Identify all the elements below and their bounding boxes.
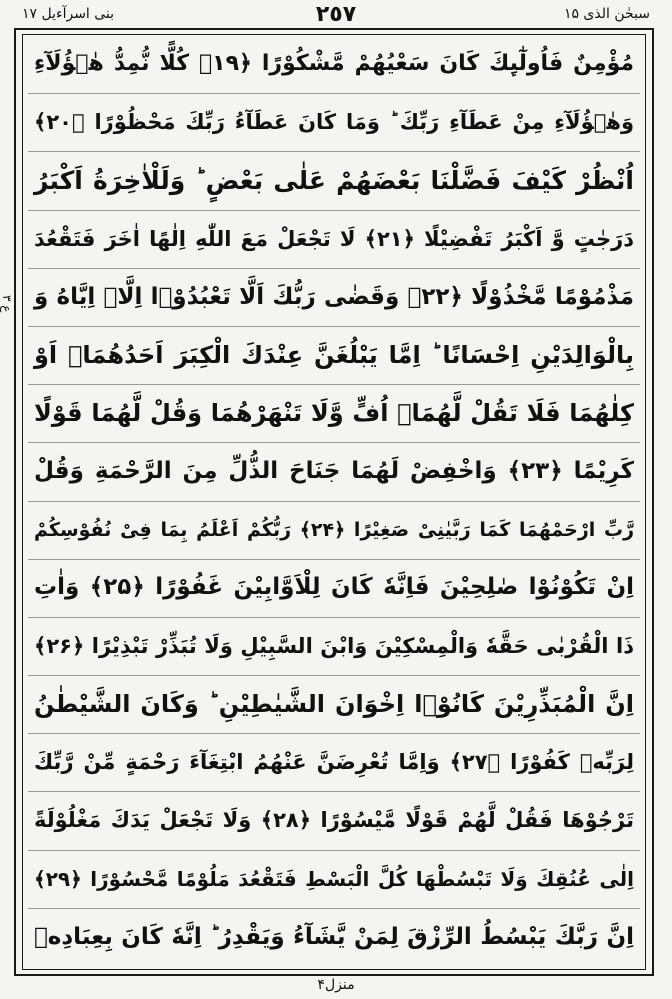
verse-line (28, 618, 640, 676)
line-text: ذَا الْقُرْبٰى حَقَّهٗ وَالْمِسْكِیْنَ وَابْنَ السَّبِیْلِ وَلَا تُبَذِّرْ تَبْذِیْرًا ﴿۲۶﴾ (34, 633, 634, 658)
line-text: دَرَجٰتٍ وَّ اَكْبَرُ تَفْضِیْلًا ﴿۲۱﴾ لَا تَجْعَلْ مَعَ اللّٰهِ اِلٰهًا اٰخَرَ فَتَقْعُدَ (34, 226, 635, 251)
line-text: تَرْجُوْهَا فَقُلْ لَّهُمْ قَوْلًا مَّیْسُوْرًا ﴿۲۸﴾ وَلَا تَجْعَلْ یَدَكَ مَغْلُوْلَةً (34, 808, 634, 833)
page-number: ٢٥٧ (315, 2, 357, 27)
verse-line (28, 734, 640, 792)
verse-line (28, 676, 640, 734)
verse-line (28, 792, 640, 850)
line-text: اِلٰى عُنُقِكَ وَلَا تَبْسُطْهَا كُلَّ الْبَسْطِ فَتَقْعُدَ مَلُوْمًا مَّحْسُوْرًا ﴿۲۹﴾ (34, 867, 634, 892)
manzil-footer: منزل۴ (317, 977, 355, 993)
verse-line (28, 502, 640, 560)
verse-line (28, 36, 640, 94)
verse-line (28, 851, 640, 909)
verse-line (28, 152, 640, 210)
line-text: رَّبِّ ارْحَمْهُمَا كَمَا رَبَّیٰنِیْ صَغِیْرًا ﴿۲۴﴾ رَبُّكُمْ اَعْلَمُ بِمَا فِیْ نُفُوْسِكُمْ (34, 518, 635, 541)
line-text: اِنَّ الْمُبَذِّرِیْنَ كَانُوْۤا اِخْوَانَ الشَّیٰطِیْنِ ؕ وَكَانَ الشَّیْطٰنُ (34, 690, 634, 719)
verse-line (28, 269, 640, 327)
verse-line (28, 211, 640, 269)
line-text: لِرَبِّهٖ كَفُوْرًا ﴿۲۷﴾ وَاِمَّا تُعْرِضَنَّ عَنْهُمُ ابْتِغَآءَ رَحْمَةٍ مِّنْ رَّبِّكَ (34, 750, 634, 775)
line-text: وَهٰۤؤُلَآءِ مِنْ عَطَآءِ رَبِّكَ ؕ وَمَا كَانَ عَطَآءُ رَبِّكَ مَحْظُوْرًا ﴿۲۰﴾ (34, 110, 634, 135)
line-text: بِالْوَالِدَیْنِ اِحْسَانًا ؕ اِمَّا یَبْلُغَنَّ عِنْدَكَ الْكِبَرَ اَحَدُهُمَاۤ اَوْ (34, 341, 634, 370)
page-header (22, 4, 650, 28)
verse-line (28, 560, 640, 618)
line-text: اُنْظُرْ كَیْفَ فَضَّلْنَا بَعْضَهُمْ عَلٰى بَعْضٍ ؕ وَلَلْاٰخِرَةُ اَكْبَرُ (34, 165, 634, 195)
line-text: مَذْمُوْمًا مَّخْذُوْلًا ﴿۲۲﴾ وَقَضٰى رَبُّكَ اَلَّا تَعْبُدُوْۤا اِلَّاۤ اِیَّاهُ وَ (34, 283, 634, 310)
juz-name: سبحٰن الذی ۱۵ (563, 6, 650, 22)
verse-line (28, 94, 640, 152)
line-text: كَرِیْمًا ﴿۲۳﴾ وَاخْفِضْ لَهُمَا جَنَاحَ الذُّلِّ مِنَ الرَّحْمَةِ وَقُلْ (34, 458, 634, 485)
line-text: مُؤْمِنٌ فَاُولٰٓىِٕكَ كَانَ سَعْیُهُمْ مَّشْكُوْرًا ﴿۱۹﴾ كُلًّا نُّمِدُّ هٰۤؤُلَآءِ (34, 51, 634, 77)
line-text: كِلٰهُمَا فَلَا تَقُلْ لَّهُمَاۤ اُفٍّ وَّلَا تَنْهَرْهُمَا وَقُلْ لَّهُمَا قَوْلًا (34, 399, 634, 428)
verse-line (28, 327, 640, 385)
line-text: اِنَّ رَبَّكَ یَبْسُطُ الرِّزْقَ لِمَنْ یَّشَآءُ وَیَقْدِرُ ؕ اِنَّهٗ كَانَ بِعِبَادِهٖ (34, 923, 634, 950)
verse-line (28, 909, 640, 966)
surah-name: بنی اسرآءیل ۱۷ (22, 6, 115, 22)
verse-line (28, 443, 640, 501)
verse-lines (28, 36, 640, 966)
line-text: اِنْ تَكُوْنُوْا صٰلِحِیْنَ فَاِنَّهٗ كَانَ لِلْاَوَّابِیْنَ غَفُوْرًا ﴿۲۵﴾ وَاٰتِ (34, 574, 634, 601)
verse-line (28, 385, 640, 443)
ruku-marker: ع ٣ (0, 295, 14, 313)
